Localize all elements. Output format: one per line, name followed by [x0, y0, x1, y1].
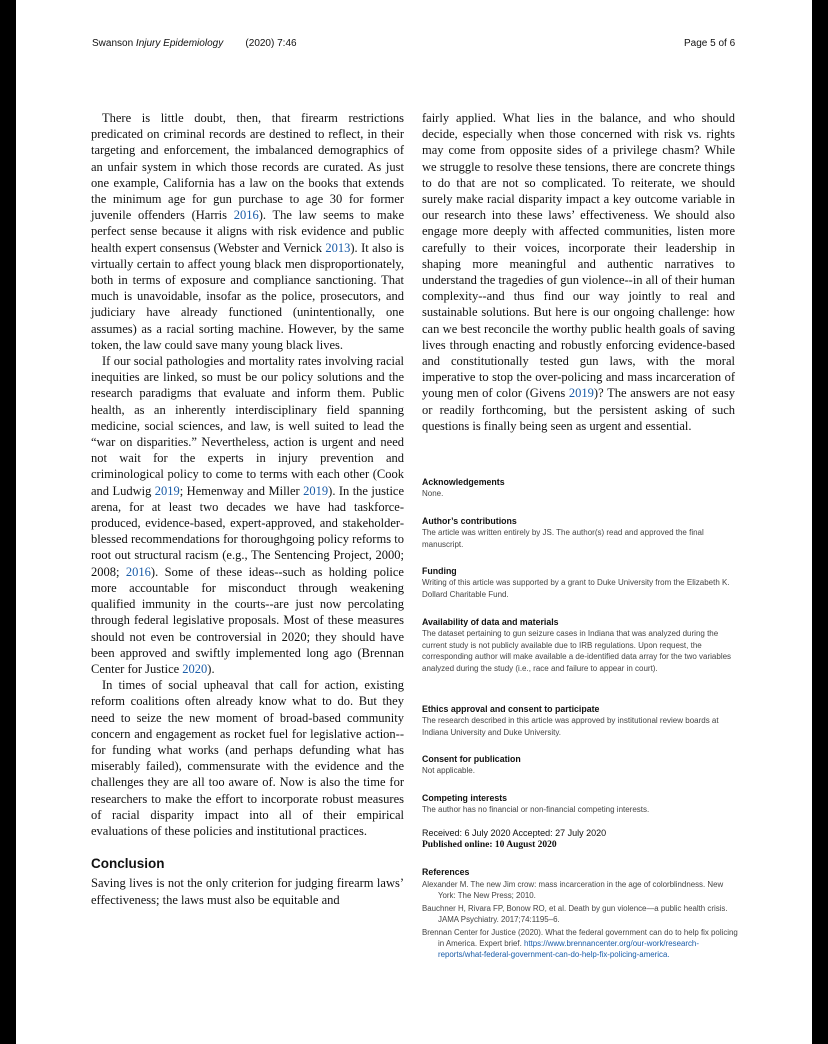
section-title: Ethics approval and consent to participate [422, 704, 600, 714]
right-column [422, 110, 735, 434]
body-text: ; Hemenway and Miller [179, 483, 304, 498]
body-text: There is little doubt, then, that firearm restrictions predicated on criminal records are destined to reflect, in their targeting and enforcement, the imbalanced demographics of an unfair system in which those records are curated. As just one example, California has a law on the books that extends the minimum age for gun purchase to age 30 for former juvenile offenders (Harris [91, 111, 404, 223]
section-text: Writing of this article was supported by a grant to Duke University from the Elizabeth K. Dollard Charitable Fund. [422, 578, 730, 599]
references-section [422, 867, 740, 962]
running-header [92, 38, 297, 49]
reference-text: Brennan Center for Justice (2020). What the federal government can do to help fix policing in America. Expert brief. [422, 928, 738, 948]
body-paragraph [91, 875, 404, 907]
section-heading-conclusion: Conclusion [91, 856, 165, 872]
published-date: Published online: 10 August 2020 [422, 840, 557, 850]
section-text: The dataset pertaining to gun seizure cases in Indiana that was analyzed during the current study is not publicly available due to IRB regulations. Upon request, the corresponding author will make available a de-identified data array for the two variables analyzed during the study (i.e., race and failure to appear in court). [422, 629, 732, 673]
competing-interests-section [422, 792, 742, 816]
section-title: Funding [422, 566, 457, 576]
citation-link[interactable]: 2016 [233, 208, 259, 223]
section-text: Not applicable. [422, 766, 475, 775]
citation-link[interactable]: 2019 [154, 483, 180, 498]
section-title: Availability of data and materials [422, 617, 559, 627]
availability-section [422, 616, 742, 674]
citation-link[interactable]: 2019 [303, 483, 329, 498]
body-text: ). It also is virtually certain to affect young black men disproportionately, both in terms of exposure and compliance sanctioning. That much is unavoidable, insofar as the police, prosecutors, and judiciary have already functioned (unintentionally, one assumes) as a racial sorting machine. However, by the same token, the law could save many young black lives. [91, 240, 404, 352]
consent-section [422, 753, 742, 777]
publication-dates [422, 827, 606, 851]
body-paragraph [91, 353, 404, 677]
body-text: Saving lives is not the only criterion for judging firearm laws’ effectiveness; the laws must also be equitable and [91, 876, 404, 907]
article-page [16, 0, 812, 1044]
body-text: ). In the justice arena, for at least two decades we have had taskforce-produced, evidence-based, expert-approved, and stakeholder-blessed recommendations for thoroughgoing policy reforms to root out structural racism (e.g., The Sentencing Project, 2000; 2008; [91, 483, 405, 579]
body-paragraph [91, 677, 404, 839]
reference-link[interactable]: https://www.brennancenter.org/our-work/research-reports/what-federal-government-can-do-help-fix-policing-america. [438, 939, 699, 959]
reference-item: Bauchner H, Rivara FP, Bonow RO, et al. Death by gun violence—a public health crisis. JAMA Psychiatry. 2017;74:1195–6. [422, 904, 728, 924]
left-column [91, 110, 404, 908]
funding-section [422, 565, 742, 600]
reference-item [422, 927, 740, 960]
section-title: Acknowledgements [422, 477, 505, 487]
citation-link[interactable]: 2020 [182, 661, 208, 676]
ethics-section [422, 703, 742, 738]
section-text: The research described in this article was approved by institutional review boards at Indiana University and Duke University. [422, 716, 719, 737]
references-heading: References [422, 867, 470, 877]
section-text: None. [422, 489, 444, 498]
section-title: Author’s contributions [422, 516, 517, 526]
citation-link[interactable]: 2013 [325, 240, 351, 255]
body-paragraph [422, 110, 735, 434]
page-number: Page 5 of 6 [684, 38, 736, 49]
header-journal: Injury Epidemiology [135, 38, 224, 49]
body-text: fairly applied. What lies in the balance, and who should decide, especially when those concerned with risk vs. rights may come from opposite sides of a privilege chasm? While we struggle to resolve these tensions, there are concrete things to do that are not so complicated. To reiterate, we should surely make racial disparity impact a key outcome variable in our research into these laws’ effectiveness. We should also engage more deeply with affected communities, listen more carefully to their voices, incorporate their leadership in shaping more meaningful and authentic narratives to understand the tragedies of gun violence--in all of their human complexity--and thus find our way jointly to real and sustainable solutions. But here is our ongoing challenge: how can we best reconcile the worthy public health goals of saving lives through enacting and robustly enforcing evidence-based and constitutionally tested gun laws, with the moral imperative to stop the over-policing and mass incarceration of young men of color (Givens [422, 111, 735, 401]
body-text: ). The law seems to make perfect sense because it aligns with risk evidence and public health expert consensus (Webster and Vernick [91, 208, 405, 255]
section-text: The author has no financial or non-financial competing interests. [422, 805, 650, 814]
body-text: In times of social upheaval that call for action, existing reform coalitions often already know what to do. But they need to seize the new moment of broad-based community concern and engagement as rocket fuel for legislative action--for funding what works (and perhaps defunding what has miserably failed), commensurate with the evidence and the challenges they are all too aware of. Now is also the time for researchers to make the effort to incorporate robust measures of racial disparity impact into all of their empirical evaluations of these policies and institutional practices. [91, 678, 404, 838]
reference-item: Alexander M. The new Jim crow: mass incarceration in the age of colorblindness. New York: The New Press; 2010. [422, 880, 724, 900]
section-text: The article was written entirely by JS. The author(s) read and approved the final manuscript. [422, 528, 704, 549]
body-text: If our social pathologies and mortality rates involving racial inequities are linked, so must be our policy solutions and the research paradigms that evaluate and inform them. Public health, as an inherently interdisciplinary field spanning medicine, social sciences, and law, is well suited to lead the “war on disparities.” Nevertheless, action is urgent and need not wait for the experts in injury prevention and criminological policy to come to terms with each other (Cook and Ludwig [91, 354, 404, 498]
citation-link[interactable]: 2016 [125, 564, 151, 579]
header-volume: (2020) 7:46 [245, 38, 297, 49]
citation-link[interactable]: 2019 [568, 386, 594, 401]
body-text: ). [207, 661, 215, 676]
section-title: Competing interests [422, 793, 508, 803]
received-accepted-date: Received: 6 July 2020 Accepted: 27 July 2020 [422, 828, 607, 838]
body-text: ). Some of these ideas--such as holding police more accountable for misconduct through weakening qualified immunity in the courts--are just now percolating through federal legislative proposals. Most of these measures should not even be controversial in 2020; they should have been approved and swiftly implemented long ago (Brennan Center for Justice [91, 564, 404, 676]
contributions-section [422, 515, 742, 550]
header-author: Swanson [92, 38, 134, 49]
body-text: )? The answers are not easy or readily forthcoming, but the persistent asking of such questions is finally being seen as urgent and essential. [422, 386, 735, 433]
body-paragraph [91, 110, 404, 353]
acknowledgements-section [422, 476, 742, 500]
section-title: Consent for publication [422, 754, 521, 764]
